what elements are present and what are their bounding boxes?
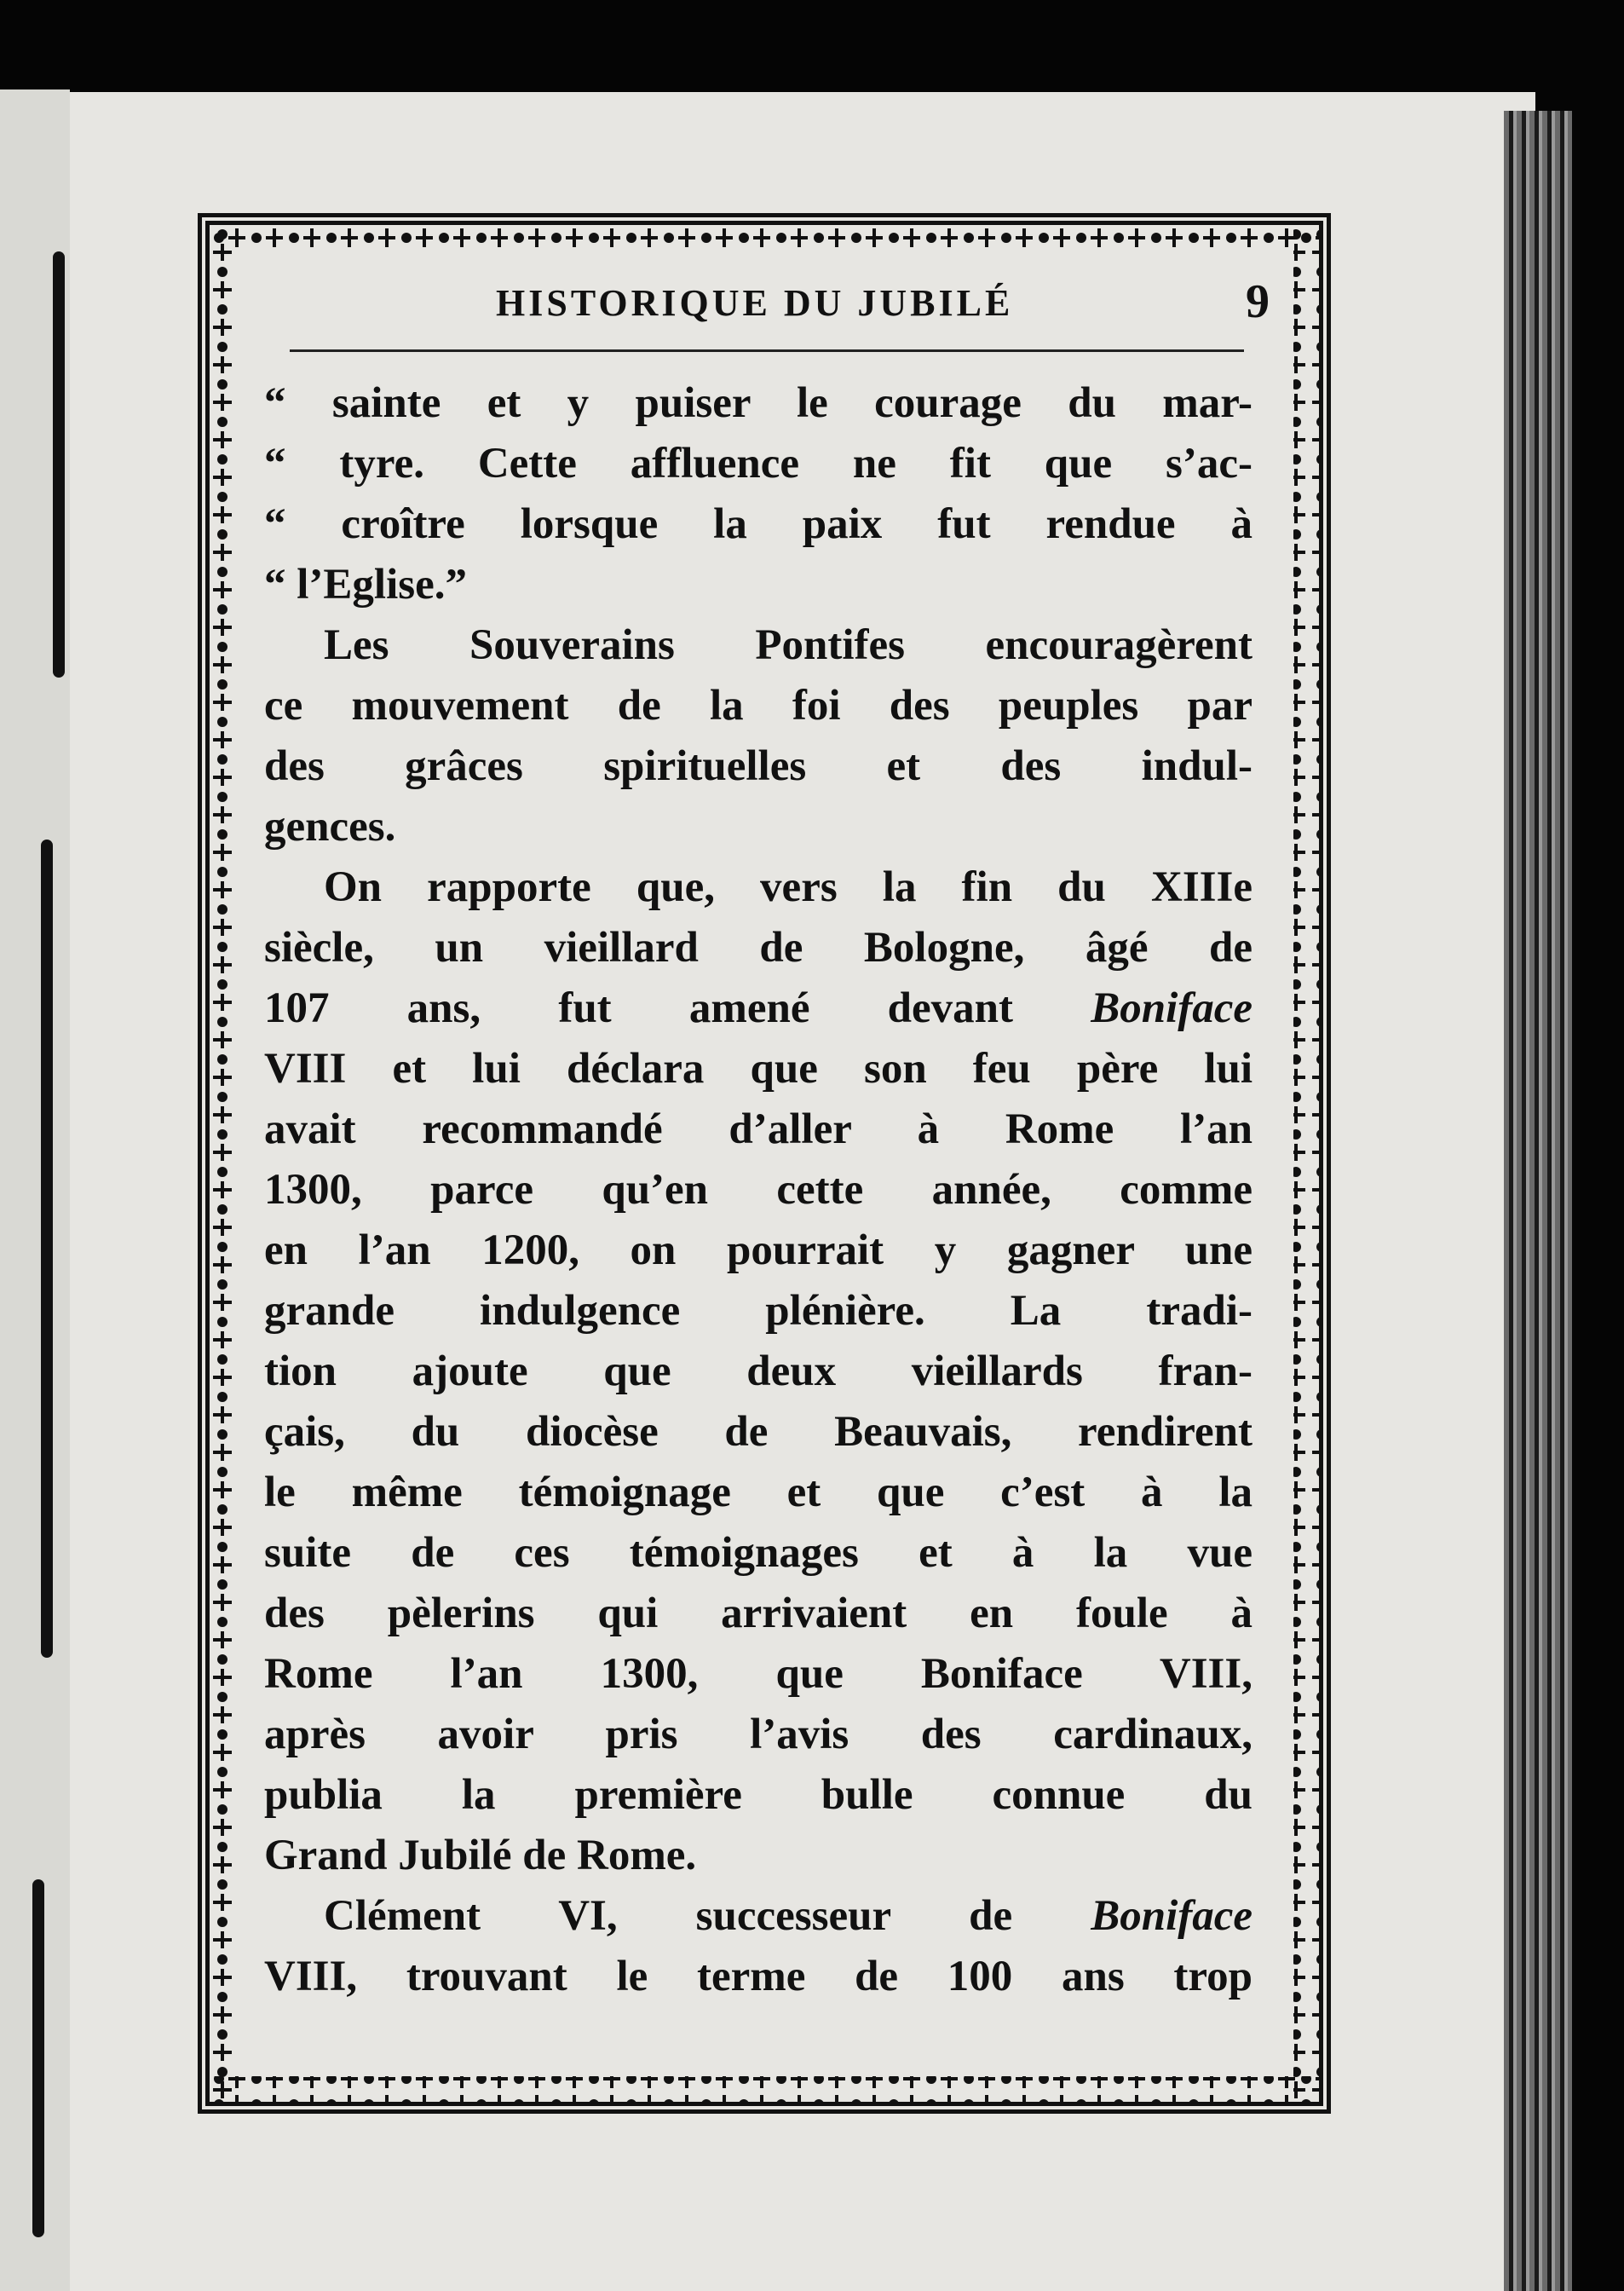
text-line: tion ajoute que deux vieillards fran- [264,1347,1253,1395]
text-line: VIII et lui déclara que son feu père lui [264,1045,1253,1093]
page-number: 9 [1246,275,1270,328]
text-line: avait recommandé d’aller à Rome l’an [264,1105,1253,1153]
text-line: grande indulgence plénière. La tradi- [264,1287,1253,1335]
text-line: siècle, un vieillard de Bologne, âgé de [264,924,1253,972]
text-line: publia la première bulle connue du [264,1771,1253,1819]
binding-groove [53,251,65,678]
binding-groove [32,1879,44,2237]
header-rule [290,349,1244,352]
text-line: Rome l’an 1300, que Boniface VIII, [264,1650,1253,1698]
text-line: suite de ces témoignages et à la vue [264,1529,1253,1577]
text-line: des pèlerins qui arrivaient en foule à [264,1590,1253,1637]
text-line: Grand Jubilé de Rome. [264,1832,697,1879]
text-line: “ sainte et y puiser le courage du mar- [264,379,1253,427]
text-line: Les Souverains Pontifes encouragèrent [324,621,1253,669]
text-line: le même témoignage et que c’est à la [264,1469,1253,1516]
text-line: en l’an 1200, on pourrait y gagner une [264,1226,1253,1274]
text-line: “ tyre. Cette affluence ne fit que s’ac- [264,440,1253,488]
text-line: ce mouvement de la foi des peuples par [264,682,1253,730]
text-line: On rapporte que, vers la fin du XIIIe [324,863,1253,911]
text-line: “ l’Eglise.” [264,561,467,609]
text-line: 1300, parce qu’en cette année, comme [264,1166,1253,1214]
text-line: “ croître lorsque la paix fut rendue à [264,500,1253,548]
text-line-italic-name: 107 ans, fut amené devant Boniface [264,984,1253,1032]
text-line: des grâces spirituelles et des indul- [264,742,1253,790]
page-header [273,275,1270,331]
text-line: après avoir pris l’avis des cardinaux, [264,1711,1253,1758]
running-title: HISTORIQUE DU JUBILÉ [496,282,1014,324]
binding-groove [41,840,53,1658]
body-text [264,373,1253,2007]
text-line: gences. [264,803,396,851]
text-line: VIII, trouvant le terme de 100 ans trop [264,1953,1253,2000]
text-line-italic-name: Clément VI, successeur de Boniface [324,1892,1253,1940]
text-line: çais, du diocèse de Beauvais, rendirent [264,1408,1253,1456]
page-edges [1504,111,1572,2291]
adjacent-page-strip [0,89,70,2291]
